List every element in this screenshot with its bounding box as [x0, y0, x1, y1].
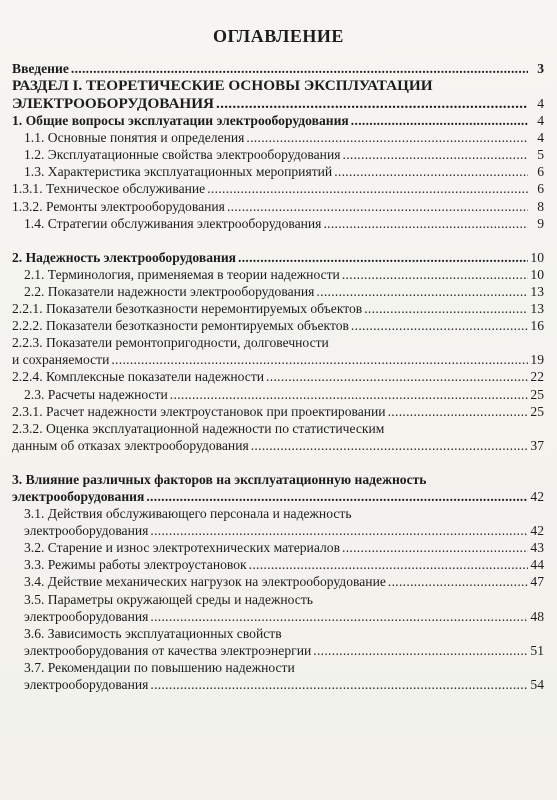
toc-entry-text: 3.3. Режимы работы электроустановок — [24, 557, 247, 573]
leader-dots — [146, 488, 528, 505]
toc-entry-2-1 — [12, 266, 544, 283]
toc-page-number: 13 — [530, 301, 544, 317]
leader-dots — [170, 386, 528, 403]
leader-dots — [388, 403, 528, 420]
toc-entry-text: 2.3.2. Оценка эксплуатационной надежности по статистическим — [12, 420, 385, 436]
leader-dots — [150, 522, 528, 539]
toc-entry-text: электрооборудования — [24, 523, 149, 539]
toc-page-number: 4 — [537, 113, 544, 129]
toc-entry-text: 1.3. Характеристика эксплуатационных мероприятий — [24, 164, 333, 180]
toc-entry-text: 3.1. Действия обслуживающего персонала и надежность — [24, 506, 352, 522]
toc-entry-text: электрооборудования — [12, 488, 145, 504]
toc-page-number: 5 — [537, 147, 544, 163]
toc-entry-text: 2.1. Терминология, применяемая в теории надежности — [24, 266, 340, 282]
toc-entry-2-2-1 — [12, 300, 544, 317]
toc-page-number: 10 — [530, 249, 544, 265]
toc-entry-2-2-3 — [12, 334, 544, 368]
leader-dots — [227, 198, 528, 215]
toc-entry-1-3-2 — [12, 198, 544, 215]
toc-entry-3-3 — [12, 556, 544, 573]
toc-entry-text: 2.2.2. Показатели безотказности ремонтируемых объектов — [12, 318, 349, 334]
toc-entry-text: электрооборудования — [24, 608, 149, 624]
toc-entry-intro — [12, 60, 544, 77]
leader-dots — [216, 95, 528, 113]
toc-page-number: 6 — [537, 181, 544, 197]
toc-page-number: 19 — [530, 352, 544, 368]
leader-dots — [342, 266, 528, 283]
toc-page-number: 3 — [537, 61, 544, 76]
leader-dots — [364, 300, 528, 317]
table-of-contents — [12, 60, 544, 693]
toc-entry-text: 3.7. Рекомендации по повышению надежности — [24, 659, 295, 675]
leader-dots — [249, 556, 528, 573]
leader-dots — [388, 573, 528, 590]
toc-page-number: 10 — [530, 266, 544, 282]
page-title: ОГЛАВЛЕНИЕ — [213, 26, 344, 46]
leader-dots — [251, 437, 528, 454]
toc-page-number: 48 — [530, 608, 544, 624]
toc-entry-text: 3.6. Зависимость эксплуатационных свойств — [24, 625, 282, 641]
toc-entry-1-4 — [12, 215, 544, 232]
toc-entry-text: 3.5. Параметры окружающей среды и надежность — [24, 591, 313, 607]
toc-entry-text: 3.2. Старение и износ электротехнических материалов — [24, 540, 340, 556]
toc-entry-text: РАЗДЕЛ I. ТЕОРЕТИЧЕСКИЕ ОСНОВЫ ЭКСПЛУАТАЦИИ — [12, 77, 433, 95]
toc-entry-text: 1.4. Стратегии обслуживания электрооборудования — [24, 215, 322, 231]
leader-dots — [246, 129, 528, 146]
leader-dots — [323, 215, 528, 232]
toc-entry-3-5 — [12, 591, 544, 625]
toc-entry-text: 1. Общие вопросы эксплуатации электрооборудования — [12, 113, 349, 129]
toc-entry-1-1 — [12, 129, 544, 146]
leader-dots — [351, 317, 528, 334]
toc-page-number: 47 — [530, 574, 544, 590]
leader-dots — [111, 351, 528, 368]
toc-entry-chapter-3 — [12, 471, 544, 505]
spacer — [12, 232, 544, 249]
toc-entry-chapter-2 — [12, 249, 544, 266]
toc-entry-1-2 — [12, 146, 544, 163]
toc-page-number: 8 — [537, 198, 544, 214]
toc-entry-2-3-1 — [12, 403, 544, 420]
toc-entry-3-6 — [12, 625, 544, 659]
toc-entry-text: Введение — [12, 61, 69, 76]
toc-entry-text: 1.3.1. Техническое обслуживание — [12, 181, 206, 197]
toc-entry-1-3 — [12, 163, 544, 180]
toc-page-number: 25 — [530, 403, 544, 419]
toc-page-number: 4 — [537, 130, 544, 146]
toc-page-number: 42 — [530, 523, 544, 539]
toc-entry-chapter-1 — [12, 112, 544, 129]
toc-entry-text: данным об отказах электрооборудования — [12, 437, 249, 453]
leader-dots — [351, 112, 528, 129]
toc-page-number: 4 — [537, 95, 544, 111]
leader-dots — [238, 249, 528, 266]
toc-entry-text: и сохраняемости — [12, 352, 110, 368]
toc-entry-text: 2. Надежность электрооборудования — [12, 249, 237, 265]
leader-dots — [313, 642, 528, 659]
toc-entry-2-3 — [12, 386, 544, 403]
toc-entry-3-1 — [12, 505, 544, 539]
toc-entry-text: 1.3.2. Ремонты электрооборудования — [12, 198, 225, 214]
toc-entry-text: электрооборудования — [24, 677, 149, 692]
toc-entry-1-3-1 — [12, 180, 544, 197]
toc-entry-3-4 — [12, 573, 544, 590]
toc-entry-text: 2.3.1. Расчет надежности электроустановок при проектировании — [12, 403, 386, 419]
toc-entry-3-7 — [12, 659, 544, 693]
toc-entry-text: 3.4. Действие механических нагрузок на электрооборудование — [24, 574, 386, 590]
toc-entry-text: 2.2.4. Комплексные показатели надежности — [12, 369, 265, 385]
toc-page-number: 9 — [537, 215, 544, 231]
toc-page-number: 42 — [530, 488, 544, 504]
toc-page-number: 16 — [530, 318, 544, 334]
toc-entry-text: 2.2.3. Показатели ремонтопригодности, долговечности — [12, 335, 329, 351]
leader-dots — [266, 368, 528, 385]
toc-entry-text: 2.3. Расчеты надежности — [24, 386, 168, 402]
toc-entry-part-1 — [12, 77, 544, 112]
leader-dots — [334, 163, 528, 180]
toc-entry-text: ЭЛЕКТРООБОРУДОВАНИЯ — [12, 94, 215, 112]
toc-page-number: 44 — [530, 557, 544, 573]
toc-entry-text: 1.1. Основные понятия и определения — [24, 130, 245, 146]
toc-entry-2-2-4 — [12, 368, 544, 385]
toc-page-number: 13 — [530, 283, 544, 299]
toc-page-number: 22 — [530, 369, 544, 385]
leader-dots — [342, 539, 528, 556]
toc-entry-text: 3. Влияние различных факторов на эксплуатационную надежность — [12, 471, 427, 487]
leader-dots — [150, 608, 528, 625]
toc-entry-text: 2.2. Показатели надежности электрооборудования — [24, 283, 315, 299]
toc-entry-2-2 — [12, 283, 544, 300]
toc-page-number: 54 — [530, 677, 544, 692]
spacer — [12, 454, 544, 471]
toc-page-number: 43 — [530, 540, 544, 556]
leader-dots — [316, 283, 528, 300]
toc-entry-text: 2.2.1. Показатели безотказности неремонтируемых объектов — [12, 301, 363, 317]
toc-entry-text: электрооборудования от качества электроэнергии — [24, 642, 312, 658]
toc-entry-text: 1.2. Эксплуатационные свойства электрооборудования — [24, 147, 341, 163]
leader-dots — [71, 60, 528, 77]
toc-page-number: 51 — [530, 642, 544, 658]
toc-page-number: 37 — [530, 437, 544, 453]
toc-entry-2-2-2 — [12, 317, 544, 334]
toc-page-number: 25 — [530, 386, 544, 402]
toc-page-number: 6 — [537, 164, 544, 180]
toc-entry-2-3-2 — [12, 420, 544, 454]
toc-entry-3-2 — [12, 539, 544, 556]
leader-dots — [207, 180, 528, 197]
leader-dots — [343, 146, 529, 163]
leader-dots — [150, 676, 528, 693]
